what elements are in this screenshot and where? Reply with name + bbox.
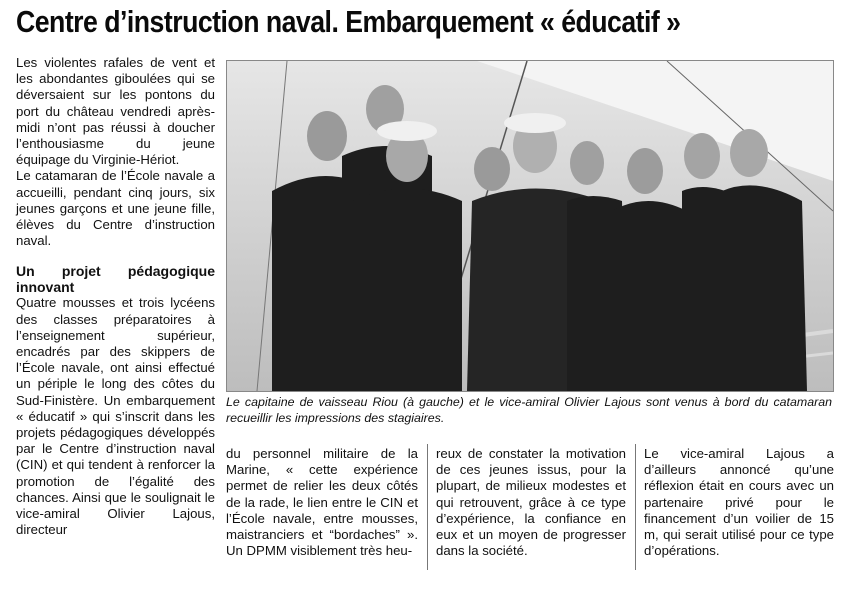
article-subheading: Un projet pédagogique innovant — [16, 263, 215, 296]
article-column-3: reux de constater la motivation de ces jeunes issus, pour la plupart, de milieux modestes et qui retrouvent, grâce à ce type d’expérience, la confiance en eux et un moyen de progresser dans la société. — [436, 446, 626, 559]
article-left-column — [16, 55, 215, 538]
column-divider — [635, 444, 636, 570]
article-column-2: du personnel militaire de la Marine, « cette expérience permet de relier les deux côtés de la rade, le lien entre le CIN et l’École navale, entre mousses, maistranciers et “bordaches” ». Un DPMM visiblement très heu- — [226, 446, 418, 559]
group-photo — [226, 60, 834, 392]
article-column-4: Le vice-amiral Lajous a d’ailleurs annoncé qu’une réflexion était en cours avec un partenaire privé pour le financement d’un voilier de 15 m, qui serait utilisé pour ce type d’opérations. — [644, 446, 834, 559]
article-paragraph: Le catamaran de l’École navale a accueilli, pendant cinq jours, six jeunes garçons et une jeune fille, élèves du Centre d’instruction naval. — [16, 168, 215, 249]
article-paragraph: Quatre mousses et trois lycéens des classes préparatoires à l’enseignement supérieur, encadrés par des skippers de l’École navale, ont ainsi effectué un périple le long des côtes du Sud-Finistère. Un embarquement « éducatif » qui s’inscrit dans les projets pédagogiques développés par le Centre d’instruction naval (CIN) et qui tendent à renforcer la promotion de l’égalité des chances. Ainsi que le soulignait le vice-amiral Olivier Lajous, directeur — [16, 295, 215, 538]
column-divider — [427, 444, 428, 570]
headline: Centre d’instruction naval. Embarquement « éducatif » — [16, 4, 681, 39]
photo-caption: Le capitaine de vaisseau Riou (à gauche) et le vice-amiral Olivier Lajous sont venus à bord du catamaran recueillir les impressions des stagiaires. — [226, 395, 832, 425]
article-paragraph: Les violentes rafales de vent et les abondantes giboulées qui se déversaient sur les pontons du port du château vendredi après-midi n’ont pas réussi à doucher l’enthousiasme du jeune équipage du Virginie-Hériot. — [16, 55, 215, 168]
